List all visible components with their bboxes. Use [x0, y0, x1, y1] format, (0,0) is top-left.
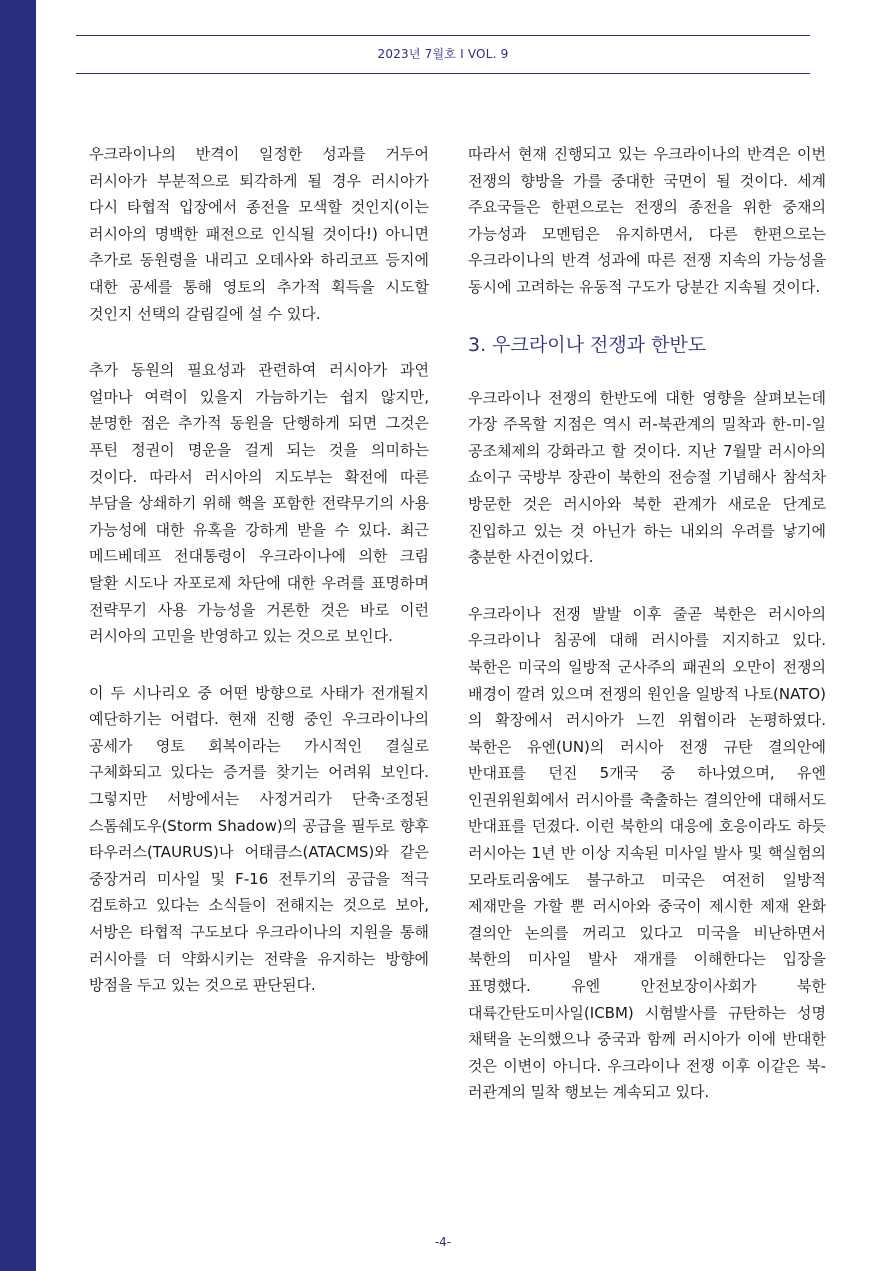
body-paragraph: 우크라이나의 반격이 일정한 성과를 거두어 러시아가 부분적으로 퇴각하게 될 경우 러시아가 다시 타협적 입장에서 종전을 모색할 것인지(이는 러시아의 명백한 패전으로 인식될 것이다!) 아니면 추가로 동원령을 내리고 오데사와 하리코프 등지에 대한 공세를 통해 영토의 추가적 획득을 시도할 것인지 선택의 갈림길에 설 수 있다.: [89, 145, 429, 323]
header-rule-top: [76, 35, 810, 36]
body-paragraph: 우크라이나 전쟁의 한반도에 대한 영향을 살펴보는데 가장 주목할 지점은 역시 러-북관계의 밀착과 한-미-일 공조체제의 강화라고 할 것이다. 지난 7월말 러시아의 쇼이구 국방부 장관이 북한의 전승절 기념해사 참석차 방문한 것은 러시아와 북한 관계가 새로운 단계로 진입하고 있는 것 아닌가 하는 내외의 우려를 낳기에 충분한 사건이었다.: [468, 388, 826, 567]
page-number: -4-: [434, 1235, 452, 1249]
body-paragraph: 우크라이나 전쟁 발발 이후 줄곧 북한은 러시아의 우크라이나 침공에 대해 러시아를 지지하고 있다. 북한은 미국의 일방적 군사주의 패권의 오만이 전쟁의 배경이 깔려 있으며 전쟁의 원인을 일방적 나토(NATO)의 확장에서 러시아가 느낀 위협이라 논평하였다. 북한은 유엔(UN)의 러시아 전쟁 규탄 결의안에 반대표를 던진 5개국 중 하나였으며, 유엔 인권위원회에서 러시아를 축출하는 결의안에 대해서도 반대표를 던졌다. 이런 북한의 대응에 호응이라도 하듯 러시아는 1년 반 이상 지속된 미사일 발사 및 핵실험의 모라토리움에도 불구하고 미국은 여전히 일방적 제재만을 가할 뿐 러시아와 중국이 제시한 제재 완화 결의안 논의를 꺼리고 있다고 미국을 비난하면서 북한의 미사일 발사 재개를 이해한다는 입장을 표명했다. 유엔 안전보장이사회가 북한 대륙간탄도미사일(ICBM) 시험발사를 규탄하는 성명 채택을 논의했으나 중국과 함께 러시아가 이에 반대한 것은 이변이 아니다. 우크라이나 전쟁 이후 이같은 북-러관계의 밀착 행보는 계속되고 있다.: [468, 604, 826, 1102]
header-rule-bottom: [76, 73, 810, 74]
body-paragraph: 추가 동원의 필요성과 관련하여 러시아가 과연 얼마나 여력이 있을지 가늠하기는 쉽지 않지만, 분명한 점은 추가적 동원을 단행하게 되면 그것은 푸틴 정권이 명운을 걸게 되는 것을 의미하는 것이다. 따라서 러시아의 지도부는 확전에 따른 부담을 상쇄하기 위해 핵을 포함한 전략무기의 사용 가능성에 대한 유혹을 강하게 받을 수 있다. 최근 메드베데프 전대통령이 우크라이나에 의한 크림 탈환 시도나 자포로제 차단에 대한 우려를 표명하며 전략무기 사용 가능성을 거론한 것은 바로 이런 러시아의 고민을 반영하고 있는 것으로 보인다.: [89, 361, 429, 646]
left-column: [89, 141, 429, 1029]
body-paragraph: 따라서 현재 진행되고 있는 우크라이나의 반격은 이번 전쟁의 향방을 가를 중대한 국면이 될 것이다. 세계 주요국들은 한편으로는 전쟁의 종전을 위한 중재의 가능성과 모멘텀은 유지하면서, 다른 한편으로는 우크라이나의 반격 성과에 따른 전쟁 지속의 가능성을 동시에 고려하는 유동적 구도가 당분간 지속될 것이다.: [468, 145, 826, 296]
side-accent-bar: [0, 0, 36, 1271]
body-paragraph: 이 두 시나리오 중 어떤 방향으로 사태가 전개될지 예단하기는 어렵다. 현재 진행 중인 우크라이나의 공세가 영토 회복이라는 가시적인 결실로 구체화되고 있다는 증거를 찾기는 어려워 보인다. 그렇지만 서방에서는 사정거리가 단축·조정된 스톰쉐도우(Storm Shadow)의 공급을 필두로 향후 타우러스(TAURUS)나 어태큼스(ATACMS)와 같은 중장거리 미사일 및 F-16 전투기의 공급을 적극 검토하고 있다는 소식들이 전해지는 것으로 보아, 서방은 타협적 구도보다 우크라이나의 지원을 통해 러시아를 더 약화시키는 전략을 유지하는 방향에 방점을 두고 있는 것으로 판단된다.: [89, 683, 429, 995]
right-column: [468, 141, 826, 1136]
section-heading: 3. 우크라이나 전쟁과 한반도: [468, 333, 707, 356]
issue-header: 2023년 7월호 I VOL. 9: [377, 47, 509, 61]
